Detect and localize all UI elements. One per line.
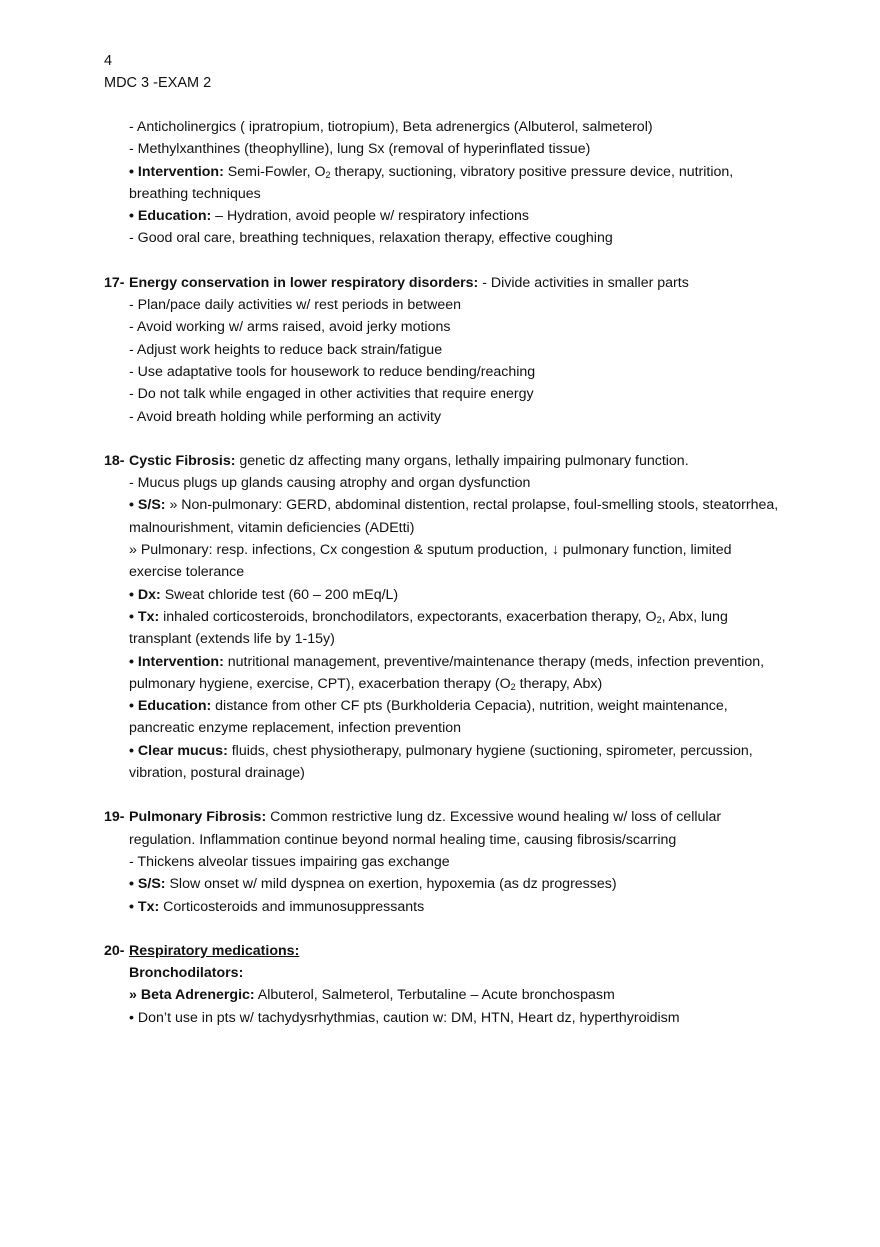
ss-text: » Non-pulmonary: GERD, abdominal distention, rectal prolapse, foul-smelling stools, steatorrhea, malnourishment, vitamin deficiencies (ADEtti) xyxy=(129,497,779,536)
section-20 xyxy=(104,940,784,1029)
section-heading-paragraph xyxy=(104,806,784,851)
tx-text-a: inhaled corticosteroids, bronchodilators, expectorants, exacerbation therapy, O xyxy=(159,608,657,625)
ss-paragraph xyxy=(104,494,784,539)
mucus-line: - Mucus plugs up glands causing atrophy and organ dysfunction xyxy=(129,475,531,492)
intervention-label: • Intervention: xyxy=(129,163,224,180)
tx-text: Corticosteroids and immunosuppressants xyxy=(159,898,425,915)
section-number: 17- xyxy=(104,274,125,291)
education-line xyxy=(104,205,784,227)
education-label: • Education: xyxy=(129,698,212,715)
notes-content xyxy=(104,116,784,1029)
dx-text: Sweat chloride test (60 – 200 mEq/L) xyxy=(160,586,399,603)
section-19 xyxy=(104,806,784,917)
intervention-paragraph xyxy=(104,651,784,696)
o2-subscript: 2 xyxy=(510,681,516,692)
sub-heading: Bronchodilators: xyxy=(129,965,244,982)
intervention-text-a: nutritional management, preventive/maintenance therapy (meds, infection prevention, pulmonary hygiene, exercise, CPT), exacerbation therapy (O xyxy=(129,653,765,692)
section-heading-line xyxy=(104,940,784,962)
ss-label: • S/S: xyxy=(129,876,166,893)
education-label: • Education: xyxy=(129,208,212,225)
section-heading: Energy conservation in lower respiratory disorders: xyxy=(129,274,479,291)
section-number: 20- xyxy=(104,942,125,959)
o2-subscript: 2 xyxy=(325,169,331,180)
section-heading-rest: genetic dz affecting many organs, lethally impairing pulmonary function. xyxy=(235,452,689,469)
beta-adrenergic-label: » Beta Adrenergic: xyxy=(129,987,255,1004)
page-number: 4 xyxy=(104,53,113,69)
section-heading: Pulmonary Fibrosis: xyxy=(129,809,267,826)
education-paragraph xyxy=(104,695,784,740)
list-item: - Avoid breath holding while performing an activity xyxy=(129,408,442,425)
o2-subscript: 2 xyxy=(656,614,662,625)
beta-adrenergic-line xyxy=(104,984,784,1006)
ss-label: • S/S: xyxy=(129,497,166,514)
intervention-text-b: therapy, Abx) xyxy=(515,675,603,692)
caution-line: • Don’t use in pts w/ tachydysrhythmias, caution w: DM, HTN, Heart dz, hyperthyroidism xyxy=(129,1009,680,1026)
ss-text: Slow onset w/ mild dyspnea on exertion, hypoxemia (as dz progresses) xyxy=(165,876,617,893)
list-item: - Adjust work heights to reduce back strain/fatigue xyxy=(129,341,443,358)
clear-mucus-paragraph xyxy=(104,740,784,785)
list-item: - Plan/pace daily activities w/ rest periods in between xyxy=(129,297,461,314)
section-heading-line xyxy=(104,450,784,472)
oral-care-line: - Good oral care, breathing techniques, relaxation therapy, effective coughing xyxy=(129,230,613,247)
section-heading: Cystic Fibrosis: xyxy=(129,452,236,469)
education-text: – Hydration, avoid people w/ respiratory infections xyxy=(211,208,530,225)
clear-mucus-text: fluids, chest physiotherapy, pulmonary hygiene (suctioning, spirometer, percussion, vibration, postural drainage) xyxy=(129,742,753,782)
tx-text-b: , Abx, lung transplant (extends life by 1-15y) xyxy=(129,608,728,648)
sub-heading-line xyxy=(104,962,784,984)
list-item: - Use adaptative tools for housework to reduce bending/reaching xyxy=(129,363,536,380)
dx-line xyxy=(104,584,784,606)
beta-adrenergic-text: Albuterol, Salmeterol, Terbutaline – Acute bronchospasm xyxy=(254,987,615,1004)
tx-label: • Tx: xyxy=(129,898,160,915)
tx-label: • Tx: xyxy=(129,608,160,625)
intervention-text-a: Semi-Fowler, O xyxy=(223,163,326,180)
document-title: MDC 3 -EXAM 2 xyxy=(104,75,212,91)
list-item: - Avoid working w/ arms raised, avoid jerky motions xyxy=(129,319,451,336)
section-heading-rest: - Divide activities in smaller parts xyxy=(478,274,689,291)
methylxanthines-line: - Methylxanthines (theophylline), lung Sx (removal of hyperinflated tissue) xyxy=(129,141,591,158)
section-18 xyxy=(104,450,784,784)
section-17 xyxy=(104,272,784,428)
section-heading: Respiratory medications: xyxy=(129,942,300,959)
thickens-line: - Thickens alveolar tissues impairing gas exchange xyxy=(129,853,450,870)
intervention-text-b: therapy, suctioning, vibratory positive pressure device, nutrition, breathing techniques xyxy=(129,163,734,202)
intervention-label: • Intervention: xyxy=(129,653,224,670)
dx-label: • Dx: xyxy=(129,586,161,603)
section-number: 18- xyxy=(104,452,125,469)
tx-line xyxy=(104,896,784,918)
intervention-paragraph xyxy=(104,161,784,206)
list-item: - Do not talk while engaged in other activities that require energy xyxy=(129,386,534,403)
clear-mucus-label: • Clear mucus: xyxy=(129,742,228,759)
section-heading-rest: Common restrictive lung dz. Excessive wound healing w/ loss of cellular regulation. Inflammation continue beyond normal healing time, causing fibrosis/scarring xyxy=(129,809,722,848)
pulmonary-paragraph: » Pulmonary: resp. infections, Cx congestion & sputum production, ↓ pulmonary function, limited exercise tolerance xyxy=(129,542,732,581)
section-heading-line xyxy=(104,272,784,294)
tx-paragraph xyxy=(104,606,784,651)
anticholinergics-line: - Anticholinergics ( ipratropium, tiotropium), Beta adrenergics (Albuterol, salmeterol) xyxy=(129,119,653,135)
section-number: 19- xyxy=(104,809,125,826)
education-text: distance from other CF pts (Burkholderia Cepacia), nutrition, weight maintenance, pancreatic enzyme replacement, infection prevention xyxy=(129,698,728,737)
ss-line xyxy=(104,873,784,895)
